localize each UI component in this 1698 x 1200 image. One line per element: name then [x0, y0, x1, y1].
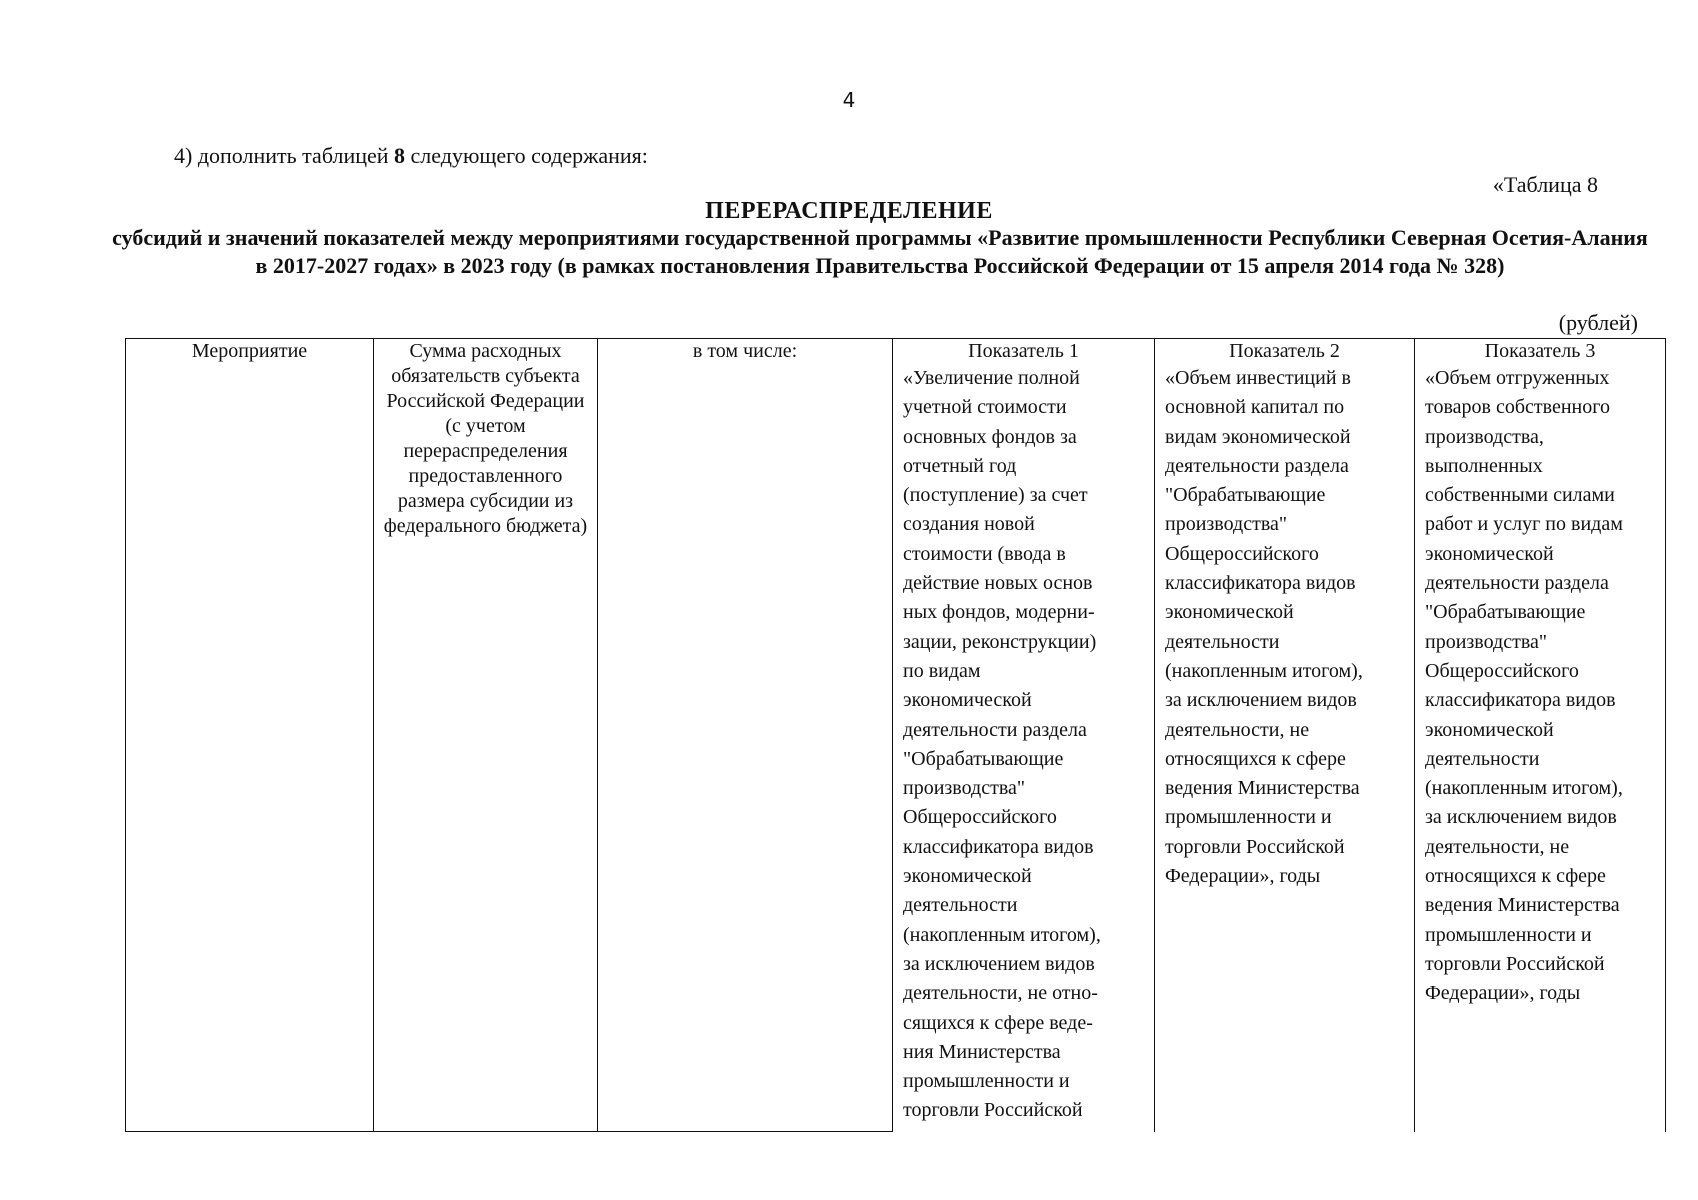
intro-paragraph — [174, 143, 648, 169]
page-number: 4 — [842, 88, 856, 112]
column-indicator-2 — [1155, 338, 1415, 1132]
intro-table-number: 8 — [394, 143, 406, 168]
unit-label: (рублей) — [1558, 310, 1638, 335]
document-subtitle: субсидий и значений показателей между мероприятиями государственной программы «Развитие промышленности Республики Северная Осетия-Алания в 2017-2027 годах» в 2023 году (в рамках постановления Правительства Российской Федерации от 15 апреля 2014 года № 328) — [112, 225, 1648, 278]
table-label: «Таблица 8 — [1492, 172, 1598, 197]
header-event: Мероприятие — [191, 340, 308, 362]
header-indicator-1: Показатель 1 — [968, 340, 1079, 362]
indicator-3-description: «Объем отгруженных товаров собственного производства, выполненных собственными силами работ и услуг по видам экономической деятельности раздела "Обрабатывающие производства" Общероссийского классификатора видов экономической деятельности (накопленным итогом), за исключением видов деятельности, не относящихся к сфере ведения Министерства промышленности и торговли Российской Федерации», годы — [1425, 367, 1623, 1005]
column-including — [597, 338, 893, 1132]
intro-suffix: следующего содержания: — [405, 143, 648, 168]
indicator-2-description: «Объем инвестиций в основной капитал по видам экономической деятельности раздела "Обрабатывающие производства" Общероссийского классификатора видов экономической деятельности (накопленным итогом), за исключением видов деятельности, не относящихся к сфере ведения Министерства промышленности и торговли Российской Федерации», годы — [1165, 367, 1363, 888]
column-expense-sum — [373, 338, 597, 1132]
column-indicator-1 — [893, 338, 1155, 1132]
column-event — [125, 338, 373, 1132]
redistribution-table — [125, 338, 1666, 1132]
document-title: ПЕРЕРАСПРЕДЕЛЕНИЕ — [705, 198, 993, 224]
header-indicator-2: Показатель 2 — [1229, 340, 1340, 362]
header-indicator-3: Показатель 3 — [1484, 340, 1596, 362]
intro-prefix: 4) дополнить таблицей — [174, 143, 395, 168]
indicator-1-description: «Увеличение полной учетной стоимости основных фондов за отчетный год (поступление) за счет создания новой стоимости (ввода в действие новых основ ных фондов, модерни- зации, реконструкции) по видам экономической деятельности раздела "Обрабатывающие производства" Общероссийского классификатора видов экономической деятельности (накопленным итогом), за исключением видов деятельности, не отно- сящихся к сфере веде- ния Министерства промышленности и торговли Российской — [903, 367, 1101, 1122]
column-indicator-3 — [1415, 338, 1666, 1132]
header-including: в том числе: — [692, 340, 798, 362]
header-expense-sum: Сумма расходных обязательств субъекта Российской Федерации (с учетом перераспределения предоставленного размера субсидии из федерального бюджета) — [383, 340, 588, 537]
